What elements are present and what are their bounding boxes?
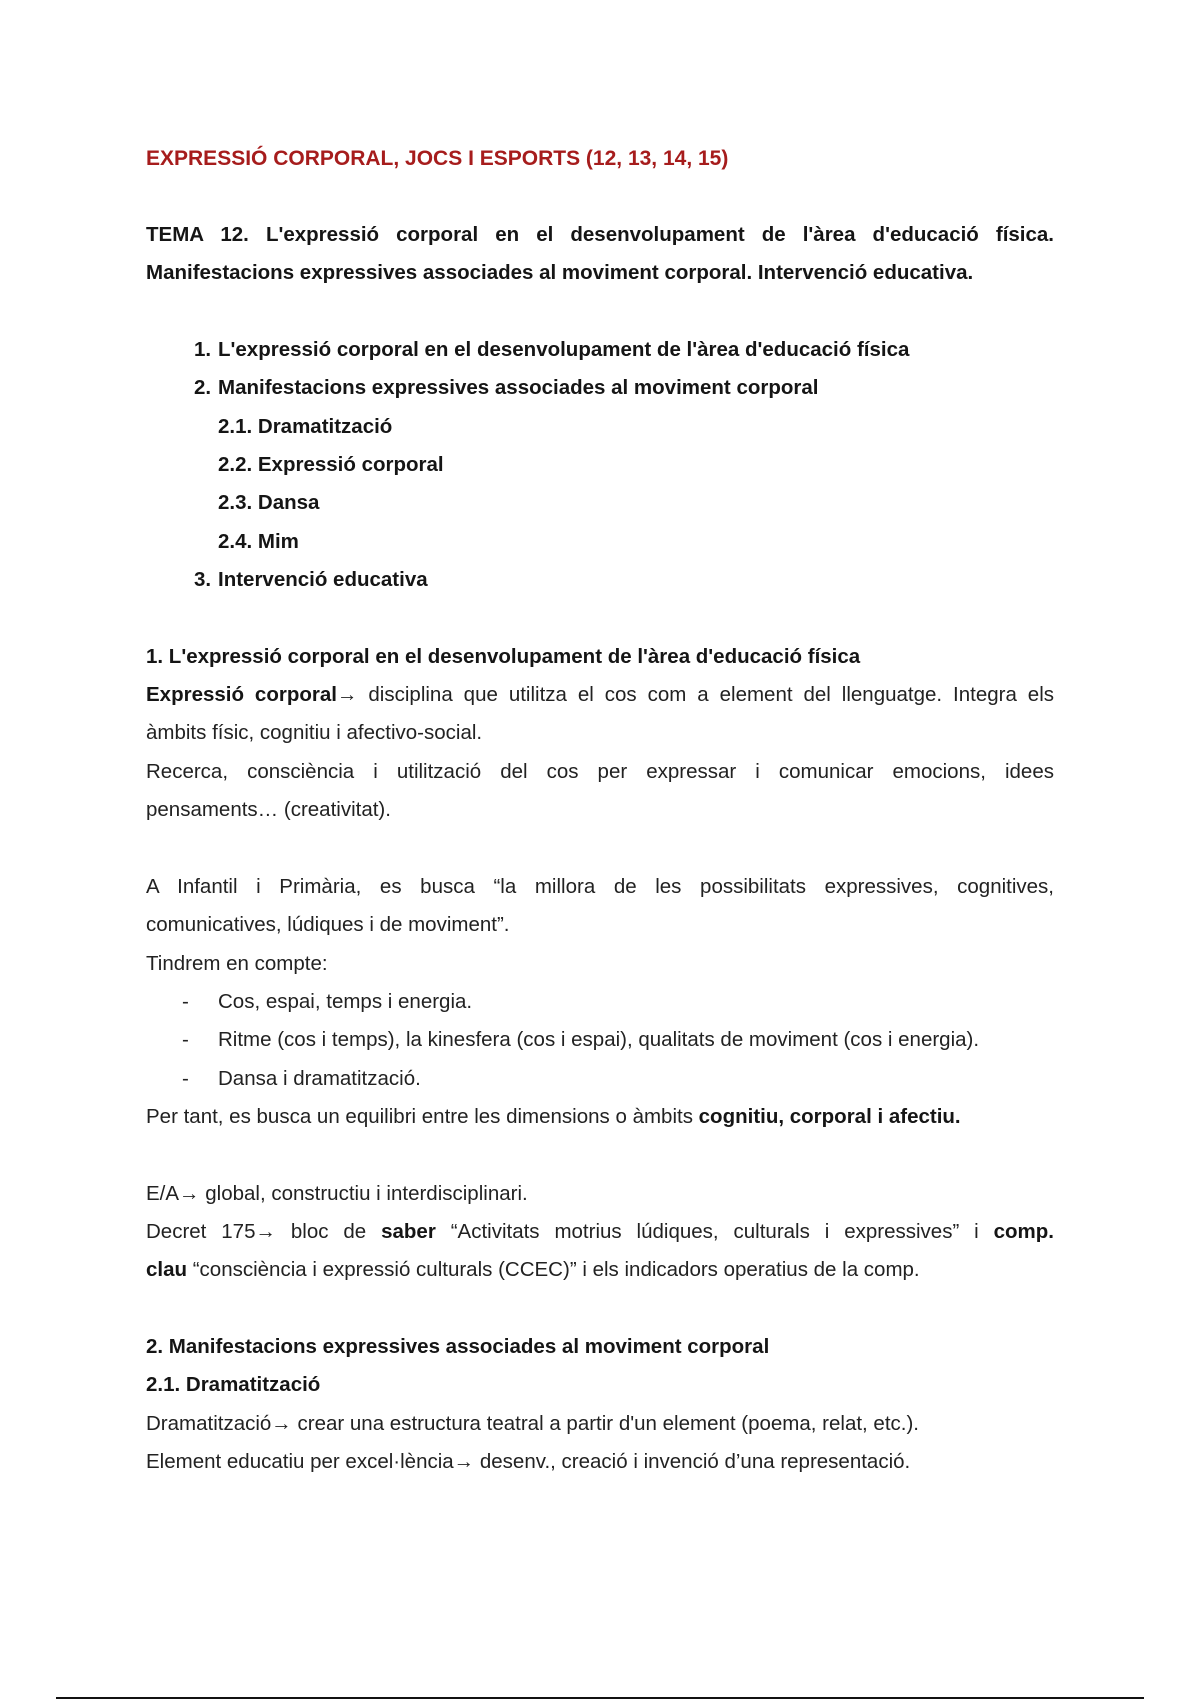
toc-item-number: 3. xyxy=(194,568,212,592)
dash-bullet: - xyxy=(182,1066,189,1090)
infantil-line2: comunicatives, lúdiques i de moviment”. xyxy=(146,913,510,937)
equilibri-text: Per tant, es busca un equilibri entre les dimensions o àmbits xyxy=(146,1105,699,1129)
section-1-heading: 1. L'expressió corporal en el desenvolupament de l'àrea d'educació física xyxy=(146,644,861,668)
list-item xyxy=(146,1021,1054,1059)
dash-bullet: - xyxy=(182,989,189,1013)
section-2-1-heading: 2.1. Dramatització xyxy=(146,1373,321,1397)
table-of-contents xyxy=(146,331,1054,600)
list-item xyxy=(146,1060,1054,1098)
toc-item-label: Manifestacions expressives associades al moviment corporal xyxy=(218,376,819,400)
toc-item-2 xyxy=(146,369,1054,407)
toc-item-1 xyxy=(146,331,1054,369)
recerca-line1: Recerca, consciència i utilització del cos per expressar i comunicar emocions, idees xyxy=(146,759,1054,783)
toc-item-3 xyxy=(146,561,1054,599)
infantil-line1: A Infantil i Primària, es busca “la millora de les possibilitats expressives, cognitives, xyxy=(146,874,1054,898)
decret-text: “consciència i expressió culturals (CCEC)” i els indicadors operatius de la comp. xyxy=(187,1258,920,1282)
list-item-text: Dansa i dramatització. xyxy=(218,1066,421,1090)
toc-subitem-2-3: 2.3. Dansa xyxy=(218,491,320,515)
document-page xyxy=(146,140,1054,1481)
decret-text: Decret 175→ bloc de xyxy=(146,1219,382,1243)
dramatitzacio-line1: Dramatització→ crear una estructura teatral a partir d'un element (poema, relat, etc.). xyxy=(146,1411,919,1435)
dash-list xyxy=(146,983,1054,1098)
definition-term: Expressió corporal xyxy=(146,683,337,707)
equilibri-bold: cognitiu, corporal i afectiu. xyxy=(698,1105,961,1129)
decret-clau: clau xyxy=(146,1258,188,1282)
decret-line2 xyxy=(146,1251,1054,1289)
toc-subitem-2-2: 2.2. Expressió corporal xyxy=(218,453,444,477)
equilibri-line xyxy=(146,1098,1054,1136)
section-2-heading: 2. Manifestacions expressives associades al moviment corporal xyxy=(146,1334,770,1358)
arrow-icon: → xyxy=(336,683,358,707)
definition-line2: àmbits físic, cognitiu i afectivo-social. xyxy=(146,721,483,745)
list-item-text: Cos, espai, temps i energia. xyxy=(218,989,473,1013)
ea-line: E/A→ global, constructiu i interdisciplinari. xyxy=(146,1181,528,1205)
tema-title-line2: Manifestacions expressives associades al moviment corporal. Intervenció educativa. xyxy=(146,261,974,285)
toc-item-label: Intervenció educativa xyxy=(218,568,428,592)
tindrem-text: Tindrem en compte: xyxy=(146,951,328,975)
dash-bullet: - xyxy=(182,1028,189,1052)
decret-saber: saber xyxy=(381,1219,436,1243)
list-item-text: Ritme (cos i temps), la kinesfera (cos i espai), qualitats de moviment (cos i energia). xyxy=(218,1028,980,1052)
list-item xyxy=(146,983,1054,1021)
recerca-line2: pensaments… (creativitat). xyxy=(146,798,391,822)
definition-line1 xyxy=(146,676,1054,714)
document-title: EXPRESSIÓ CORPORAL, JOCS I ESPORTS (12, 13, 14, 15) xyxy=(146,147,729,170)
footer-divider xyxy=(56,1697,1144,1699)
toc-subitem-2-1: 2.1. Dramatització xyxy=(218,414,393,438)
decret-text: “Activitats motrius lúdiques, culturals i expressives” i xyxy=(435,1219,994,1243)
toc-item-number: 1. xyxy=(194,337,212,361)
toc-item-number: 2. xyxy=(194,376,212,400)
definition-text: disciplina que utilitza el cos com a element del llenguatge. Integra els xyxy=(357,683,1054,707)
tema-title-line1: TEMA 12. L'expressió corporal en el desenvolupament de l'àrea d'educació física. xyxy=(146,223,1054,246)
toc-item-label: L'expressió corporal en el desenvolupament de l'àrea d'educació física xyxy=(218,337,910,361)
decret-line1 xyxy=(146,1213,1054,1251)
toc-subitem-2-4: 2.4. Mim xyxy=(218,529,299,553)
dramatitzacio-line2: Element educatiu per excel·lència→ desenv., creació i invenció d’una representació. xyxy=(146,1449,911,1473)
decret-comp: comp. xyxy=(993,1219,1054,1243)
